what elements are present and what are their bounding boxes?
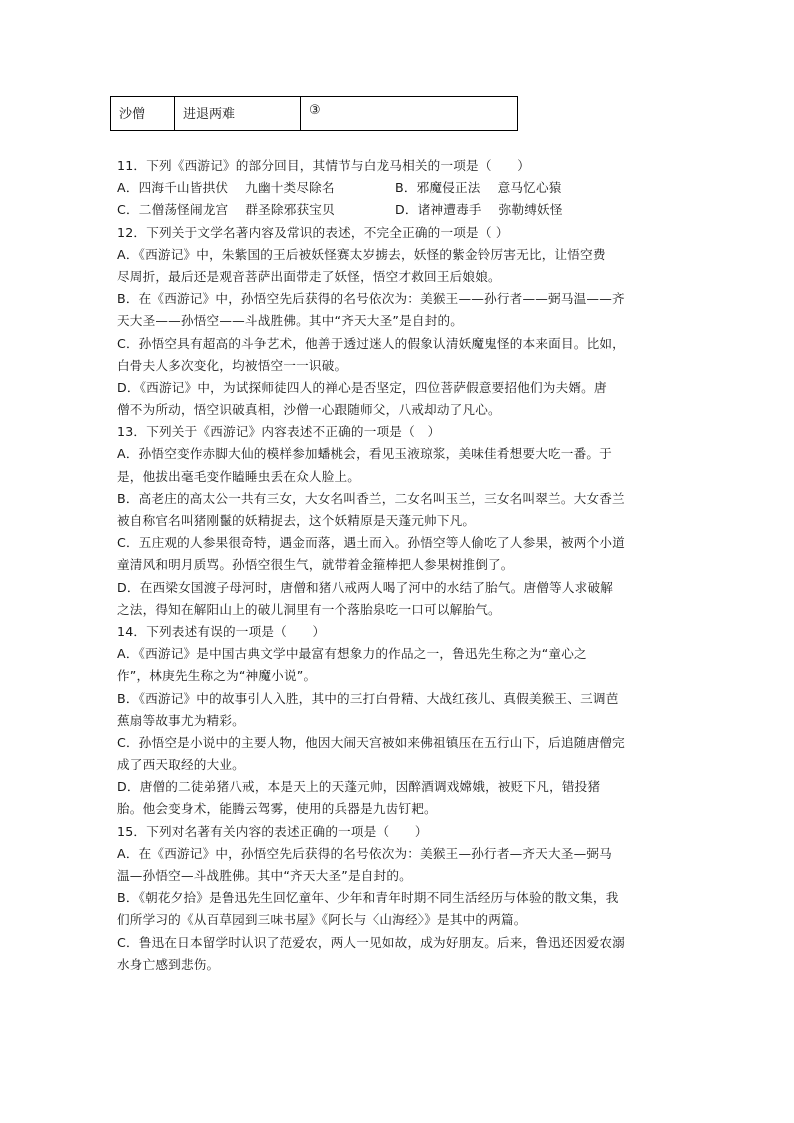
question-14 [117,621,679,821]
option-d-cont: 之法，得知在解阳山上的破儿洞里有一个落胎泉吃一口可以解胎气。 [117,601,501,617]
option-a: A．《西游记》中，朱紫国的王后被妖怪赛太岁掳去，妖怪的紫金铃厉害无比，让悟空费 [117,246,606,262]
option-c: C．鲁迅在日本留学时认识了范爱农，两人一见如故，成为好朋友。后来，鲁迅还因爱农溺 [117,934,625,950]
option-b-cont: 天大圣——孙悟空——斗战胜佛。其中“齐天大圣”是自封的。 [117,313,464,329]
option-row [117,177,679,199]
option-row [117,199,679,221]
table-cell-character: 沙僧 [111,97,175,131]
answer-table [110,96,518,131]
option-d: D．诸神遭毒手 弥勒缚妖怪 [395,202,563,218]
option-a: A．四海千山皆拱伏 九幽十类尽除名 [117,180,335,196]
option-a: A．《西游记》是中国古典文学中最富有想象力的作品之一，鲁迅先生称之为“童心之 [117,646,587,662]
option-b-cont: 蕉扇等故事尤为精彩。 [117,712,245,728]
question-12 [117,222,679,422]
question-15 [117,821,679,976]
option-d-cont: 胎。他会变身术，能腾云驾雾，使用的兵器是九齿钉耙。 [117,801,437,817]
option-b: B．《西游记》中的故事引人入胜，其中的三打白骨精、大战红孩儿、真假美猴王、三调芭 [117,690,619,706]
option-c: C．孙悟空具有超高的斗争艺术，他善于透过迷人的假象认清妖魔鬼怪的本来面目。比如， [117,335,625,351]
question-stem: 15．下列对名著有关内容的表述正确的一项是（ ） [117,823,428,839]
option-a-cont: 是，他拔出毫毛变作瞌睡虫丢在众人脸上。 [117,468,361,484]
option-b: B．《朝花夕拾》是鲁迅先生回忆童年、少年和青年时期不同生活经历与体验的散文集，我 [117,890,619,906]
option-a-cont: 尽周折，最后还是观音菩萨出面带走了妖怪，悟空才救回王后娘娘。 [117,268,501,284]
option-c-cont: 成了西天取经的大业。 [117,757,245,773]
question-11 [117,155,679,222]
question-stem: 13．下列关于《西游记》内容表述不正确的一项是（ ） [117,424,441,440]
option-c: C．五庄观的人参果很奇特，遇金而落，遇土而入。孙悟空等人偷吃了人参果，被两个小道 [117,535,625,551]
table-row [111,97,518,131]
option-a: A．孙悟空变作赤脚大仙的模样参加蟠桃会，看见玉液琼浆，美味佳肴想要大吃一番。于 [117,446,612,462]
question-stem: 11．下列《西游记》的部分回目，其情节与白龙马相关的一项是（ ） [117,158,531,173]
option-a-cont: 作”，林庚先生称之为“神魔小说”。 [117,668,317,684]
option-c-cont: 童清风和明月质骂。孙悟空很生气，就带着金箍棒把人参果树推倒了。 [117,557,514,573]
option-d: D．唐僧的二徒弟猪八戒，本是天上的天蓬元帅，因醉酒调戏嫦娥，被贬下凡，错投猪 [117,779,601,795]
option-c: C．孙悟空是小说中的主要人物，他因大闹天宫被如来佛祖镇压在五行山下，后追随唐僧完 [117,734,625,750]
table-cell-idiom: 进退两难 [175,97,301,131]
option-b: B．在《西游记》中，孙悟空先后获得的名号依次为：美猴王——孙行者——弼马温——齐 [117,291,625,307]
option-d: D．《西游记》中，为试探师徒四人的禅心是否坚定，四位菩萨假意要招他们为夫婿。唐 [117,379,607,395]
option-a: A．在《西游记》中，孙悟空先后获得的名号依次为：美猴王—孙行者—齐天大圣—弼马 [117,845,612,861]
table-cell-blank: ③ [301,97,518,131]
question-13 [117,421,679,621]
question-stem: 14．下列表述有误的一项是（ ） [117,623,326,639]
option-d: D．在西梁女国渡子母河时，唐僧和猪八戒两人喝了河中的水结了胎气。唐僧等人求破解 [117,579,614,595]
option-c-cont: 白骨夫人多次变化，均被悟空一一识破。 [117,357,348,373]
option-c-cont: 水身亡感到悲伤。 [117,956,220,972]
option-d-cont: 僧不为所动，悟空识破真相，沙僧一心跟随师父，八戒却动了凡心。 [117,402,501,418]
option-a-cont: 温—孙悟空—斗战胜佛。其中“齐天大圣”是自封的。 [117,868,412,883]
question-stem: 12．下列关于文学名著内容及常识的表述，不完全正确的一项是（ ） [117,224,509,240]
option-b-cont: 们所学习的《从百草园到三味书屋》《阿长与〈山海经〉》是其中的两篇。 [117,912,527,928]
option-b-cont: 被自称官名叫猪刚鬣的妖精捉去，这个妖精原是天蓬元帅下凡。 [117,513,476,528]
questions-content [117,155,679,976]
option-c: C．二僧荡怪闹龙宫 群圣除邪获宝贝 [117,202,335,218]
option-b: B．邪魔侵正法 意马忆心猿 [395,180,562,196]
option-b: B．高老庄的高太公一共有三女，大女名叫香兰，二女名叫玉兰，三女名叫翠兰。大女香兰 [117,490,625,506]
